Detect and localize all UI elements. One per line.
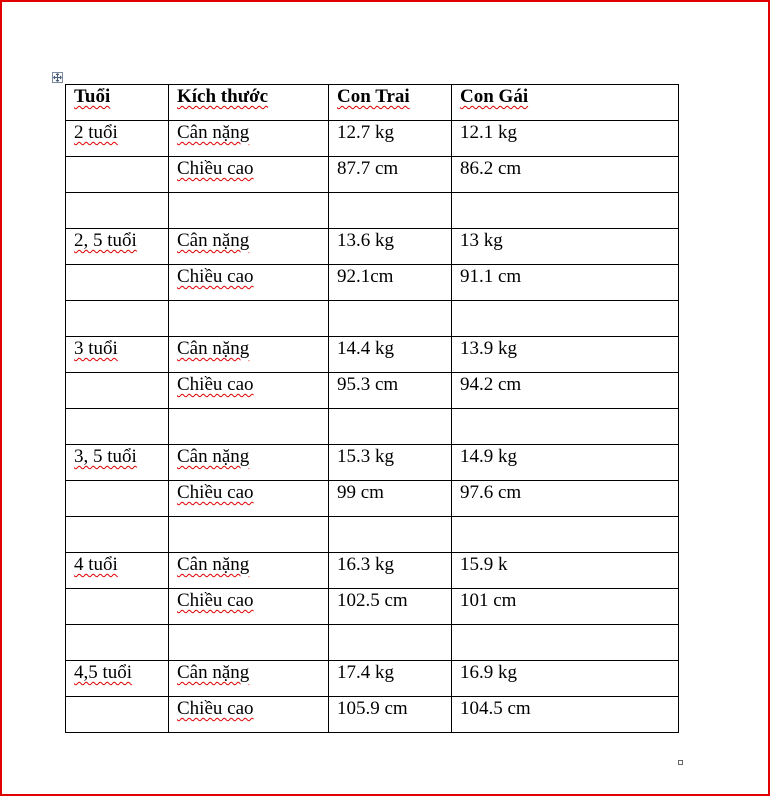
age-cell[interactable] [66,193,169,229]
measure-cell[interactable] [169,589,329,625]
cell-text: Chiều cao [177,590,254,611]
age-cell[interactable] [66,517,169,553]
table-row [66,553,679,589]
table-row [66,265,679,301]
age-cell[interactable] [66,301,169,337]
cell-text: 2, 5 tuổi [74,230,137,251]
growth-table [65,84,679,733]
header-cell[interactable] [452,85,679,121]
cell-text: 97.6 cm [460,482,522,503]
measure-cell[interactable] [169,409,329,445]
age-cell[interactable] [66,121,169,157]
cell-text: 13.9 kg [460,338,517,359]
cell-text: 15.9 k [460,554,508,575]
measure-cell[interactable] [169,481,329,517]
cell-text: 16.3 kg [337,554,394,575]
table-row [66,409,679,445]
boy-value-cell[interactable] [329,445,452,481]
measure-cell[interactable] [169,193,329,229]
cell-text: 4 tuổi [74,554,118,575]
girl-value-cell[interactable] [452,301,679,337]
header-label: Con Gái [460,86,529,107]
table-row [66,697,679,733]
cell-text: 105.9 cm [337,698,408,719]
girl-value-cell[interactable] [452,229,679,265]
cell-text: 92.1cm [337,266,394,287]
boy-value-cell[interactable] [329,301,452,337]
cell-text: Cân nặng [177,122,250,143]
boy-value-cell[interactable] [329,337,452,373]
cell-text: Cân nặng [177,446,250,467]
cell-text: 12.7 kg [337,122,394,143]
girl-value-cell[interactable] [452,697,679,733]
cell-text: Chiều cao [177,158,254,179]
cell-text: 104.5 cm [460,698,531,719]
measure-cell[interactable] [169,337,329,373]
table-row [66,481,679,517]
measure-cell[interactable] [169,157,329,193]
girl-value-cell[interactable] [452,193,679,229]
age-cell[interactable] [66,157,169,193]
cell-text: Cân nặng [177,230,250,251]
table-row [66,301,679,337]
age-cell[interactable] [66,409,169,445]
measure-cell[interactable] [169,265,329,301]
cell-text: 87.7 cm [337,158,399,179]
measure-cell[interactable] [169,697,329,733]
cell-text: Chiều cao [177,698,254,719]
cell-text: 4,5 tuổi [74,662,133,683]
boy-value-cell[interactable] [329,193,452,229]
measure-cell[interactable] [169,625,329,661]
cell-text: 99 cm [337,482,384,503]
age-cell[interactable] [66,445,169,481]
cell-text: 91.1 cm [460,266,522,287]
boy-value-cell[interactable] [329,697,452,733]
cell-text: 12.1 kg [460,122,517,143]
table-row [66,157,679,193]
girl-value-cell[interactable] [452,553,679,589]
table-header-row [66,85,679,121]
measure-cell[interactable] [169,229,329,265]
cell-text: 15.3 kg [337,446,394,467]
girl-value-cell[interactable] [452,589,679,625]
table-row [66,445,679,481]
cell-text: 2 tuổi [74,122,118,143]
measure-cell[interactable] [169,121,329,157]
age-cell[interactable] [66,481,169,517]
header-cell[interactable] [329,85,452,121]
cell-text: 101 cm [460,590,517,611]
cell-text: Chiều cao [177,266,254,287]
boy-value-cell[interactable] [329,625,452,661]
cell-text: 3 tuổi [74,338,118,359]
header-cell[interactable] [66,85,169,121]
boy-value-cell[interactable] [329,517,452,553]
header-label: Tuổi [74,86,111,107]
measure-cell[interactable] [169,517,329,553]
boy-value-cell[interactable] [329,409,452,445]
girl-value-cell[interactable] [452,445,679,481]
girl-value-cell[interactable] [452,157,679,193]
cell-text: Cân nặng [177,338,250,359]
age-cell[interactable] [66,373,169,409]
header-cell[interactable] [169,85,329,121]
table-row [66,661,679,697]
cell-text: Chiều cao [177,482,254,503]
girl-value-cell[interactable] [452,481,679,517]
table-row [66,229,679,265]
table-row [66,625,679,661]
boy-value-cell[interactable] [329,589,452,625]
girl-value-cell[interactable] [452,373,679,409]
header-label: Kích thước [177,86,269,107]
table-row [66,193,679,229]
table-row [66,373,679,409]
measure-cell[interactable] [169,661,329,697]
cell-text: 16.9 kg [460,662,517,683]
cell-text: Cân nặng [177,662,250,683]
table-row [66,121,679,157]
girl-value-cell[interactable] [452,121,679,157]
boy-value-cell[interactable] [329,481,452,517]
header-label: Con Trai [337,86,410,107]
table-move-handle-icon[interactable] [52,72,63,83]
age-cell[interactable] [66,661,169,697]
boy-value-cell[interactable] [329,661,452,697]
boy-value-cell[interactable] [329,229,452,265]
age-cell[interactable] [66,553,169,589]
table-resize-handle[interactable] [678,760,683,765]
cell-text: Cân nặng [177,554,250,575]
boy-value-cell[interactable] [329,373,452,409]
cell-text: 86.2 cm [460,158,522,179]
table-row [66,337,679,373]
age-cell[interactable] [66,337,169,373]
table-row [66,517,679,553]
girl-value-cell[interactable] [452,337,679,373]
age-cell[interactable] [66,229,169,265]
measure-cell[interactable] [169,553,329,589]
cell-text: 95.3 cm [337,374,399,395]
cell-text: 17.4 kg [337,662,394,683]
age-cell[interactable] [66,625,169,661]
boy-value-cell[interactable] [329,121,452,157]
cell-text: 3, 5 tuổi [74,446,137,467]
table-row [66,589,679,625]
boy-value-cell[interactable] [329,265,452,301]
age-cell[interactable] [66,589,169,625]
measure-cell[interactable] [169,301,329,337]
cell-text: 13 kg [460,230,503,251]
age-cell[interactable] [66,697,169,733]
measure-cell[interactable] [169,373,329,409]
cell-text: 13.6 kg [337,230,394,251]
boy-value-cell[interactable] [329,553,452,589]
girl-value-cell[interactable] [452,661,679,697]
measure-cell[interactable] [169,445,329,481]
girl-value-cell[interactable] [452,517,679,553]
cell-text: 94.2 cm [460,374,522,395]
age-cell[interactable] [66,265,169,301]
cell-text: 14.4 kg [337,338,394,359]
girl-value-cell[interactable] [452,409,679,445]
girl-value-cell[interactable] [452,265,679,301]
cell-text: 14.9 kg [460,446,517,467]
cell-text: 102.5 cm [337,590,408,611]
boy-value-cell[interactable] [329,157,452,193]
cell-text: Chiều cao [177,374,254,395]
girl-value-cell[interactable] [452,625,679,661]
